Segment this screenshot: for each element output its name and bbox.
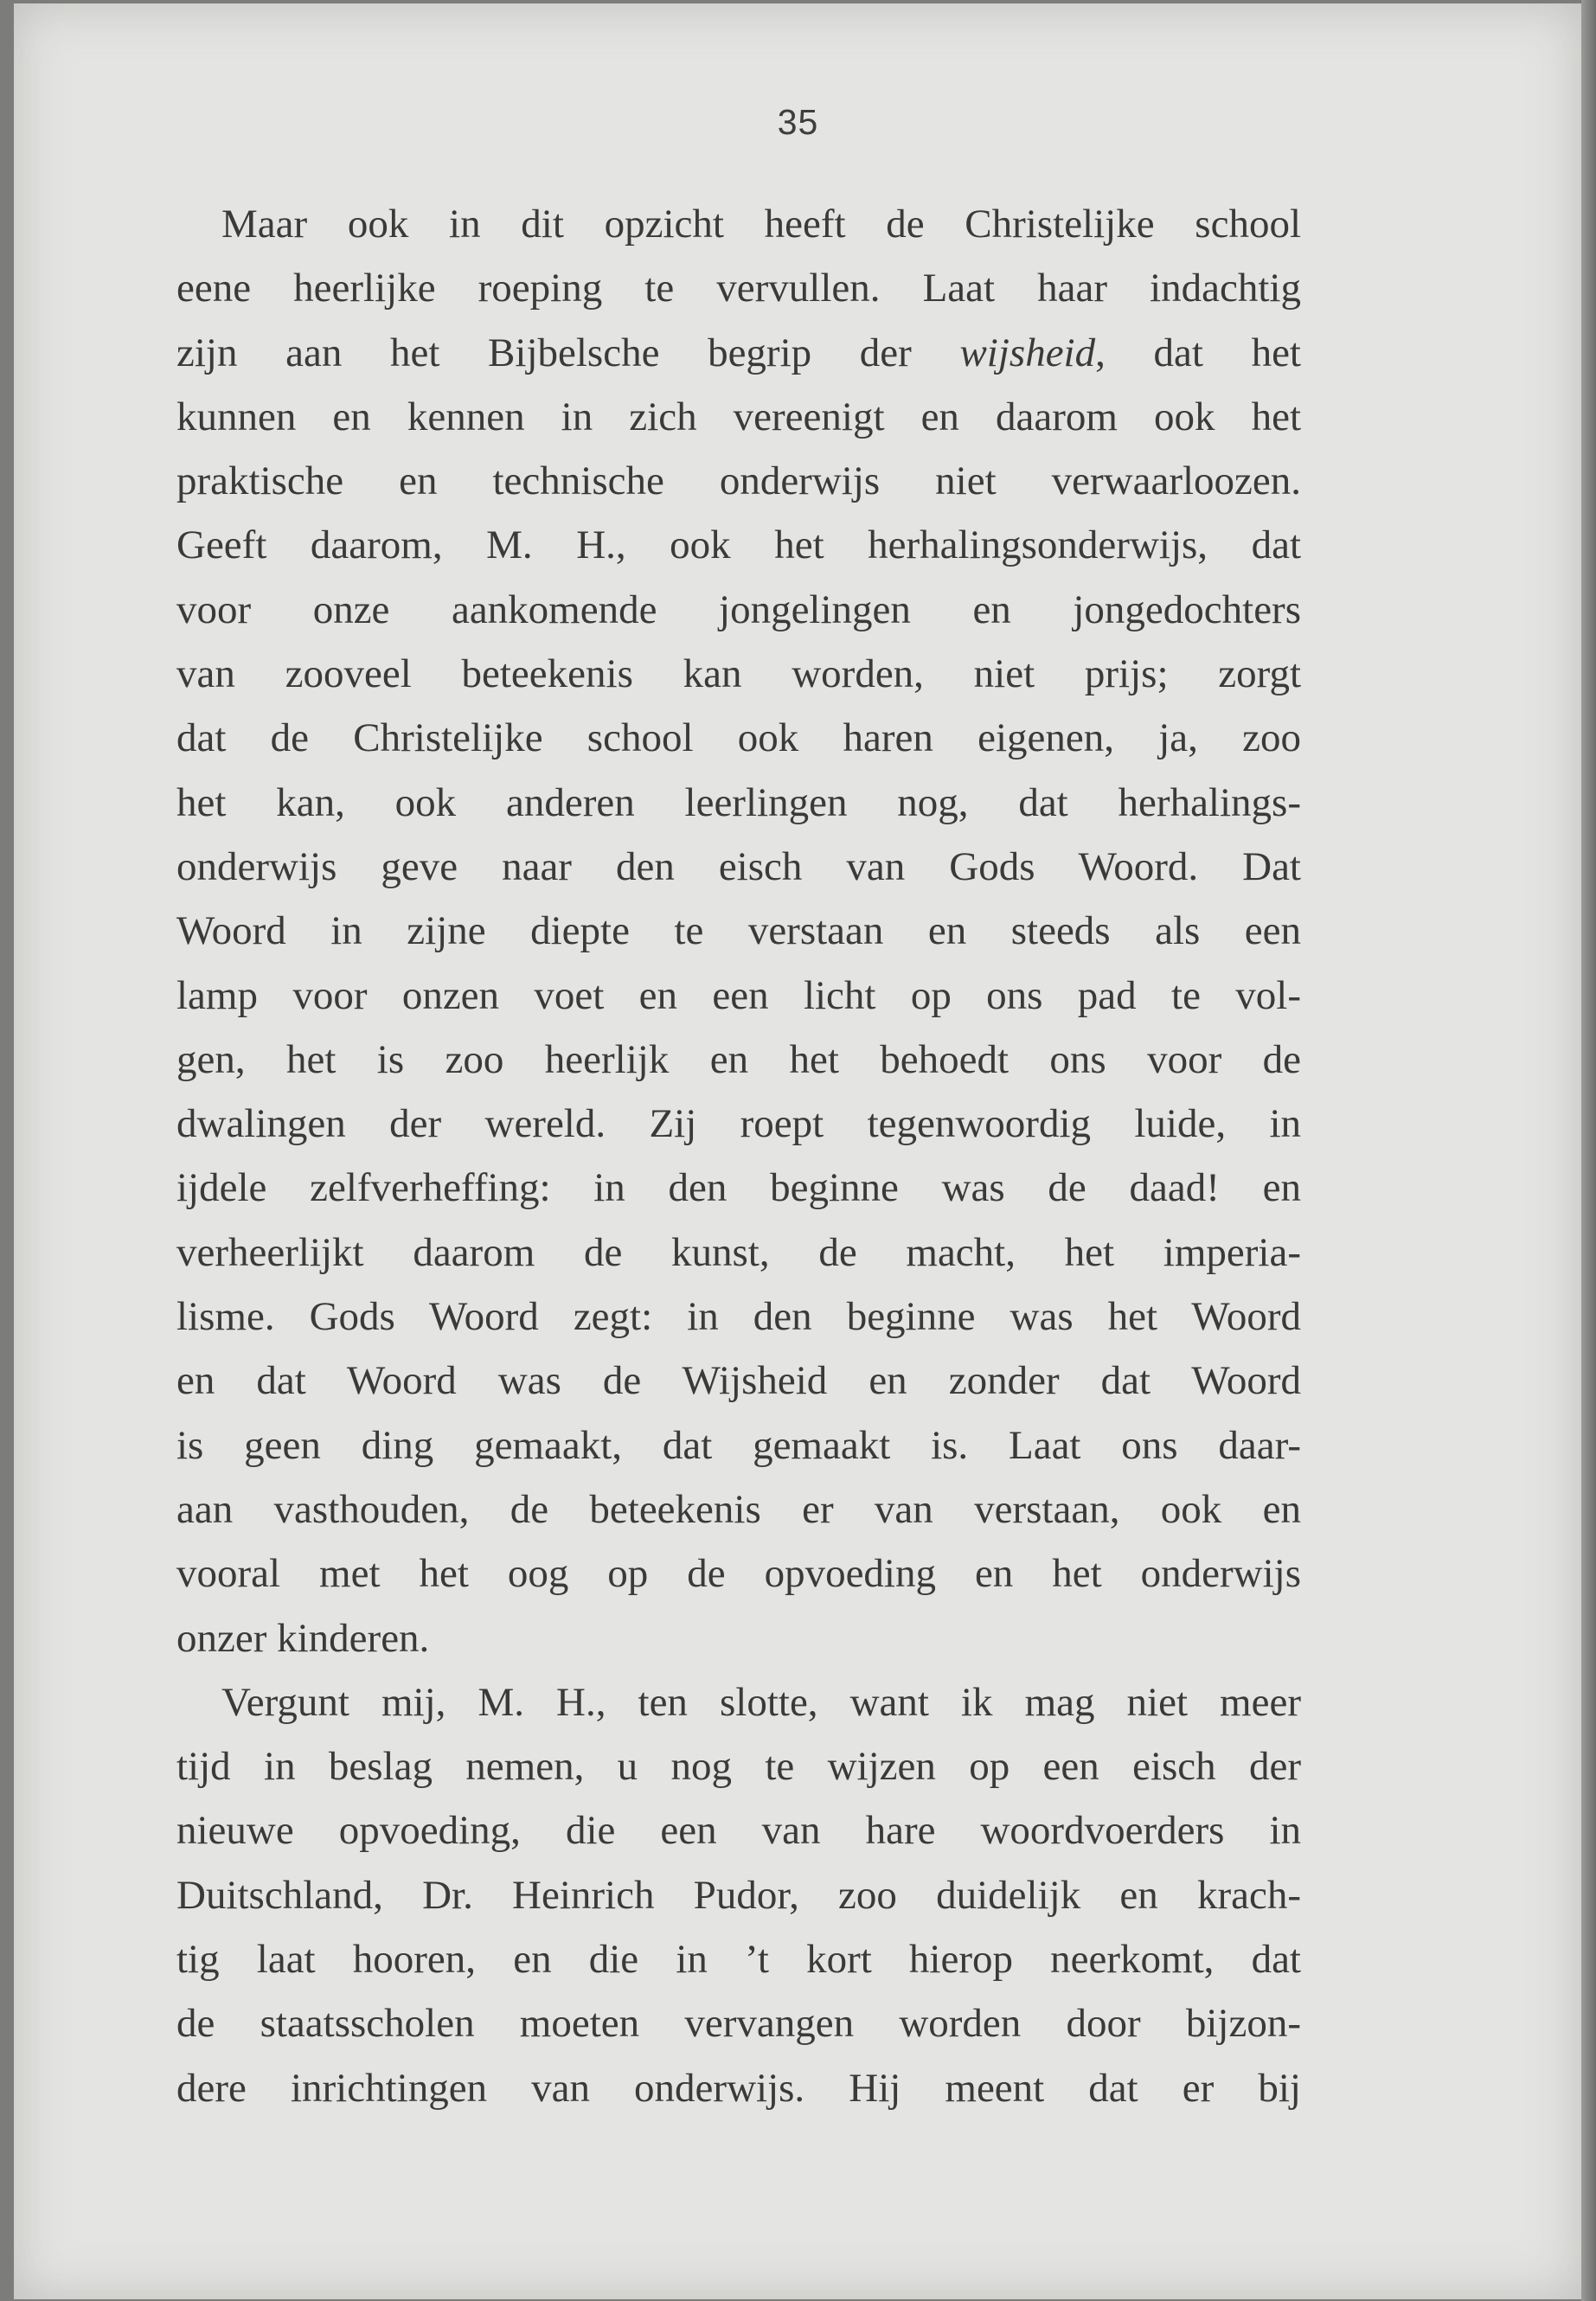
text-line: Woord in zijne diepte te verstaan en steeds als een — [176, 908, 1301, 954]
text-line: dat de Christelijke school ook haren eigenen, ja, zoo — [176, 715, 1301, 761]
text-line: lamp voor onzen voet en een licht op ons pad te vol- — [176, 972, 1301, 1018]
text-line: kunnen en kennen in zich vereenigt en daarom ook het — [176, 394, 1301, 439]
text-line: en dat Woord was de Wijsheid en zonder dat Woord — [176, 1358, 1301, 1404]
text-line: het kan, ook anderen leerlingen nog, dat herhalings- — [176, 779, 1301, 825]
text-line: Duitschland, Dr. Heinrich Pudor, zoo duidelijk en krach- — [176, 1872, 1301, 1918]
text-line: nieuwe opvoeding, die een van hare woordvoerders in — [176, 1808, 1301, 1854]
text-line: tijd in beslag nemen, u nog te wijzen op een eisch der — [176, 1744, 1301, 1790]
line-text-after: , dat het — [1095, 330, 1301, 375]
text-line: de staatsscholen moeten vervangen worden door bijzon- — [176, 2001, 1301, 2047]
text-line: onderwijs geve naar den eisch van Gods Woord. Dat — [176, 843, 1301, 889]
text-line: eene heerlijke roeping te vervullen. Laat haar indachtig — [176, 266, 1301, 311]
page-edge-shadow — [1581, 0, 1596, 2301]
text-line: aan vasthouden, de beteekenis er van verstaan, ook en — [176, 1486, 1301, 1532]
text-line: is geen ding gemaakt, dat gemaakt is. Laat ons daar- — [176, 1422, 1301, 1468]
text-line: ijdele zelfverheffing: in den beginne was de daad! en — [176, 1165, 1301, 1211]
body-text — [176, 192, 1301, 2120]
text-line: Vergunt mij, M. H., ten slotte, want ik mag niet meer — [221, 1679, 1301, 1725]
italic-term: wijsheid — [959, 330, 1096, 375]
text-line: praktische en technische onderwijs niet verwaarloozen. — [176, 458, 1301, 504]
text-line: vooral met het oog op de opvoeding en het onderwijs — [176, 1551, 1301, 1597]
text-line: lisme. Gods Woord zegt: in den beginne was het Woord — [176, 1294, 1301, 1340]
text-line: Geeft daarom, M. H., ook het herhalingsonderwijs, dat — [176, 522, 1301, 568]
text-line: tig laat hooren, en die in ’t kort hierop neerkomt, dat — [176, 1937, 1301, 1983]
page-number: 35 — [777, 102, 819, 142]
text-line: dere inrichtingen van onderwijs. Hij meent dat er bij — [176, 2065, 1301, 2111]
text-line: van zooveel beteekenis kan worden, niet prijs; zorgt — [176, 651, 1301, 697]
line-text-before: zijn aan het Bijbelsche begrip der — [176, 330, 960, 375]
text-line-with-italic — [176, 321, 1301, 385]
text-line: verheerlijkt daarom de kunst, de macht, het imperia- — [176, 1229, 1301, 1275]
text-line: dwalingen der wereld. Zij roept tegenwoordig luide, in — [176, 1101, 1301, 1147]
text-line: onzer kinderen. — [176, 1615, 430, 1661]
text-line: Maar ook in dit opzicht heeft de Christelijke school — [221, 202, 1301, 247]
text-line: voor onze aankomende jongelingen en jongedochters — [176, 586, 1301, 632]
text-line: gen, het is zoo heerlijk en het behoedt ons voor de — [176, 1036, 1301, 1082]
